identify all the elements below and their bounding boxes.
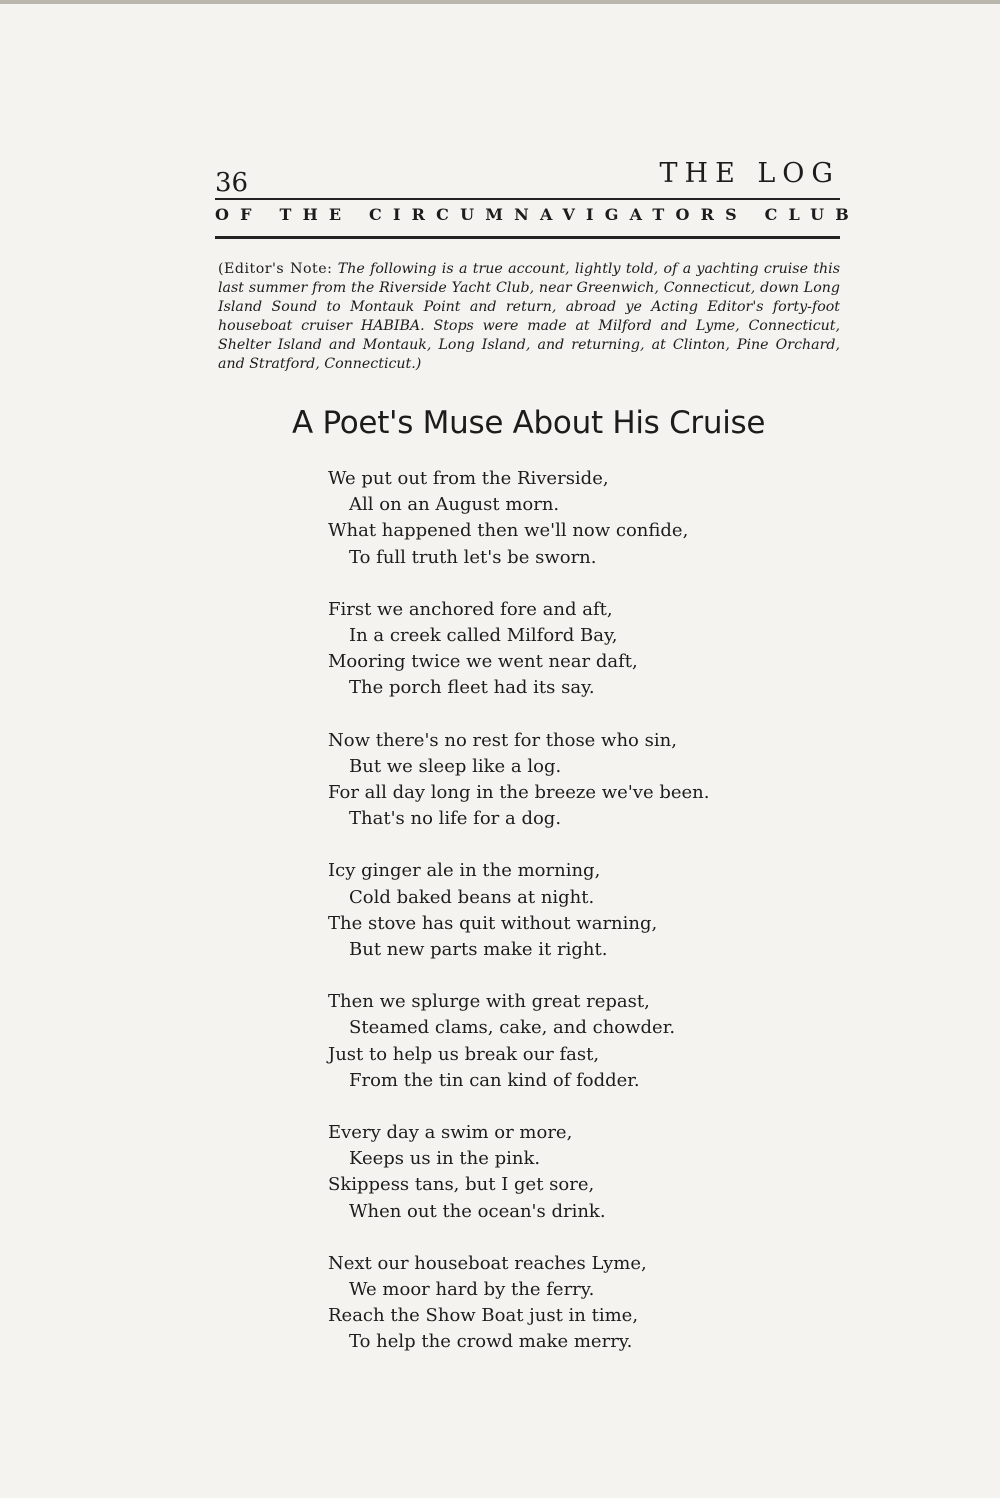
poem-line: All on an August morn. — [349, 494, 560, 516]
page-top-edge — [0, 0, 1000, 4]
stanza — [328, 597, 788, 702]
poem-line: In a creek called Milford Bay, — [349, 625, 618, 647]
poem-line: When out the ocean's drink. — [349, 1200, 606, 1222]
poem-line: Next our houseboat reaches Lyme, — [328, 1252, 647, 1274]
poem-body — [328, 466, 788, 1382]
poem-line: Reach the Show Boat just in time, — [328, 1305, 639, 1327]
stanza — [328, 989, 788, 1094]
poem-line: But we sleep like a log. — [349, 755, 562, 777]
journal-title: THE LOG — [659, 158, 840, 189]
poem-line: The stove has quit without warning, — [328, 912, 658, 934]
poem-line: Then we splurge with great repast, — [328, 991, 650, 1013]
header-rule-top — [215, 198, 840, 200]
stanza — [328, 728, 788, 833]
poem-line: That's no life for a dog. — [349, 808, 562, 830]
poem-line: Now there's no rest for those who sin, — [328, 729, 677, 751]
journal-subtitle: OF THE CIRCUMNAVIGATORS CLUB — [215, 205, 860, 224]
poem-line: Cold baked beans at night. — [349, 886, 595, 908]
header-rule-bottom — [215, 236, 840, 239]
stanza — [328, 858, 788, 963]
poem-line: Just to help us break our fast, — [328, 1043, 600, 1065]
poem-line: From the tin can kind of fodder. — [349, 1069, 640, 1091]
editors-note — [218, 260, 840, 374]
poem-line: To full truth let's be sworn. — [349, 546, 597, 568]
poem-line: Mooring twice we went near daft, — [328, 651, 638, 673]
poem-line: First we anchored fore and aft, — [328, 598, 613, 620]
poem-line: Skippess tans, but I get sore, — [328, 1174, 595, 1196]
stanza — [328, 1251, 788, 1356]
poem-line: Keeps us in the pink. — [349, 1148, 541, 1170]
poem-line: The porch fleet had its say. — [349, 677, 595, 699]
stanza — [328, 466, 788, 571]
editors-note-lead: (Editor's Note: — [218, 261, 333, 277]
poem-line: What happened then we'll now confide, — [328, 520, 689, 542]
poem-line: For all day long in the breeze we've been. — [328, 782, 710, 804]
poem-line: To help the crowd make merry. — [349, 1331, 633, 1353]
poem-title: A Poet's Muse About His Cruise — [292, 405, 766, 441]
stanza — [328, 1120, 788, 1225]
poem-line: Every day a swim or more, — [328, 1122, 573, 1144]
poem-line: But new parts make it right. — [349, 939, 608, 961]
page-number: 36 — [215, 168, 249, 198]
poem-line: We put out from the Riverside, — [328, 468, 609, 489]
poem-line: Icy ginger ale in the morning, — [328, 860, 601, 882]
poem-line: Steamed clams, cake, and chowder. — [349, 1017, 676, 1039]
editors-note-text: The following is a true account, lightly told, of a yachting cruise this last summer from the Riverside Yacht Club, near Greenwich, Connecticut, down Long Island Sound to Montauk Point and return, abroad ye Acting Editor's forty-foot houseboat cruiser HABIBA. Stops were made at Milford and Lyme, Connecticut, Shelter Island and Montauk, Long Island, and returning, at Clinton, Pine Orchard, and Stratford, Connecticut.) — [218, 261, 840, 372]
poem-line: We moor hard by the ferry. — [349, 1279, 595, 1301]
